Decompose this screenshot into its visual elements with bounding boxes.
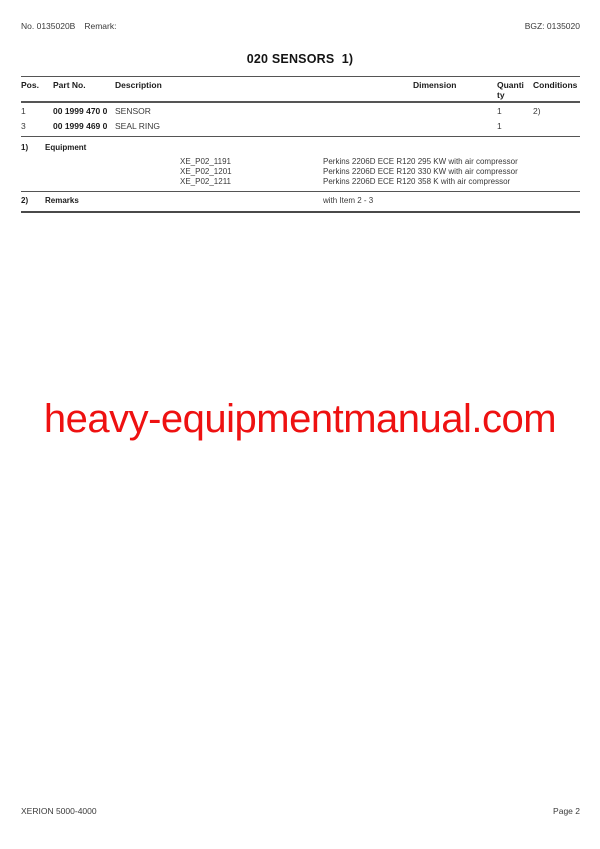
spacer — [45, 177, 180, 187]
table-row — [21, 116, 580, 131]
spacer — [45, 157, 180, 167]
doc-header — [21, 21, 580, 31]
table-end-divider — [21, 211, 580, 213]
cell-part-no: 00 1999 469 0 — [53, 121, 108, 131]
cell-conditions: 2) — [533, 106, 541, 116]
col-header-part-no: Part No. — [53, 80, 86, 90]
equipment-description: Perkins 2206D ECE R120 295 KW with air compressor — [323, 157, 518, 166]
spacer — [323, 143, 580, 153]
cell-pos: 3 — [21, 121, 26, 131]
spacer — [21, 177, 45, 187]
footnote-title-row — [21, 137, 580, 153]
col-header-quantity: Quanti ty — [497, 80, 524, 100]
spacer — [45, 167, 180, 177]
doc-number: No. 0135020B — [21, 21, 76, 31]
cell-description: SEAL RING — [115, 121, 161, 131]
table-row — [21, 103, 580, 116]
cell-description: SENSOR — [115, 106, 151, 116]
cell-pos: 1 — [21, 106, 26, 116]
model-name: XERION 5000-4000 — [21, 806, 97, 816]
spacer — [21, 167, 45, 177]
cell-conditions — [533, 121, 580, 131]
spacer — [21, 157, 45, 167]
page-title: 020 SENSORS 1) — [246, 52, 354, 66]
equipment-description: Perkins 2206D ECE R120 358 K with air compressor — [323, 177, 511, 186]
equipment-code: XE_P02_1211 — [180, 177, 232, 186]
footnote-remarks — [21, 192, 580, 210]
watermark: heavy-equipmentmanual.com — [43, 397, 557, 441]
cell-dimension — [413, 121, 497, 131]
remark-label: Remark: — [84, 21, 117, 31]
cell-quantity: 1 — [497, 106, 502, 116]
page-number: Page 2 — [553, 806, 580, 816]
parts-table — [21, 76, 580, 213]
equipment-description: Perkins 2206D ECE R120 330 KW with air compressor — [323, 167, 518, 176]
table-header-row — [21, 77, 580, 100]
equipment-entry — [21, 177, 580, 187]
cell-part-no: 00 1999 470 0 — [53, 106, 108, 116]
col-header-conditions: Conditions — [533, 80, 578, 90]
equipment-entry — [21, 157, 580, 167]
bgz-number: BGZ: 0135020 — [524, 21, 580, 31]
doc-footer — [21, 806, 580, 816]
remarks-text: with Item 2 - 3 — [323, 196, 374, 205]
spacer — [180, 196, 323, 206]
equipment-code: XE_P02_1191 — [180, 157, 232, 166]
cell-quantity: 1 — [497, 121, 502, 131]
doc-header-left — [21, 21, 116, 31]
col-header-description: Description — [115, 80, 162, 90]
equipment-code: XE_P02_1201 — [180, 167, 232, 176]
col-header-dimension: Dimension — [413, 80, 457, 90]
footnote-equipment — [21, 137, 580, 187]
footnote-ref: 2) — [21, 196, 29, 205]
footnote-ref: 1) — [21, 143, 29, 152]
col-header-pos: Pos. — [21, 80, 39, 90]
footnote-title: Remarks — [45, 196, 79, 205]
equipment-entry — [21, 167, 580, 177]
spacer — [180, 143, 323, 153]
cell-dimension — [413, 106, 497, 116]
footnote-title: Equipment — [45, 143, 87, 152]
